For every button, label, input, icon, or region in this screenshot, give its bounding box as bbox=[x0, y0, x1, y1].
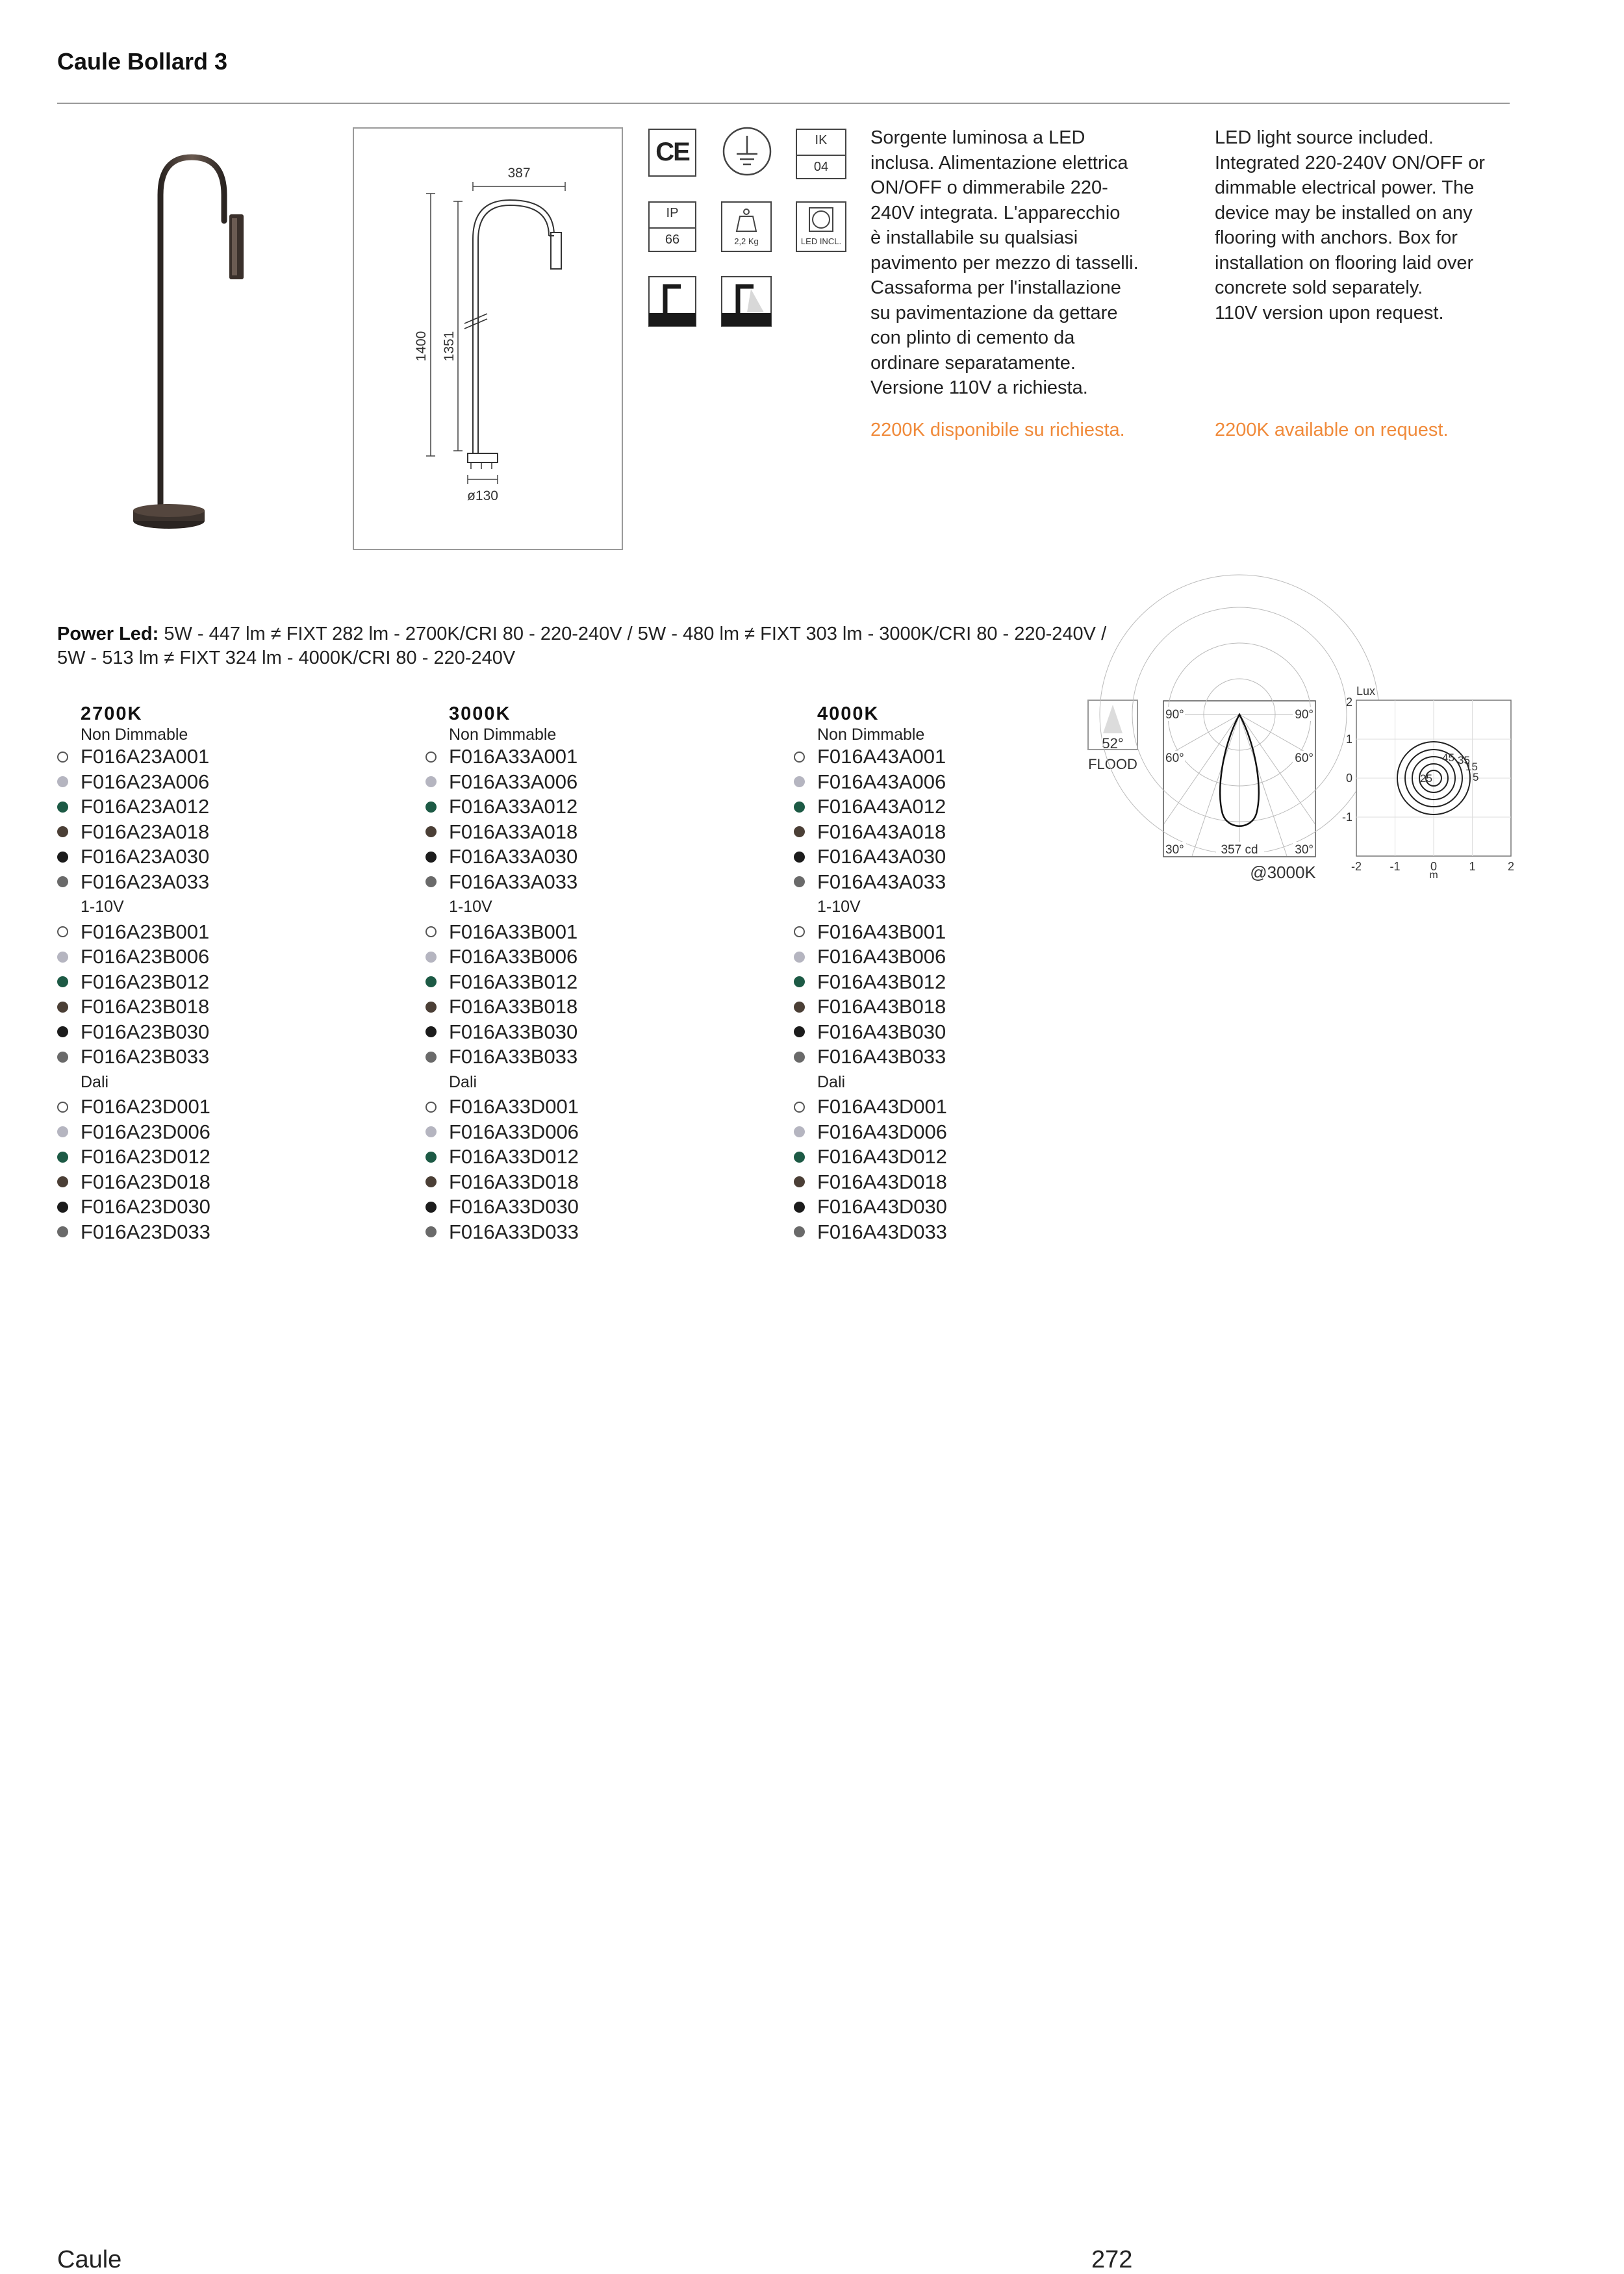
dim-width: 387 bbox=[507, 166, 531, 181]
finish-swatch-icon bbox=[794, 802, 805, 813]
finish-swatch-icon bbox=[57, 1202, 68, 1213]
product-code-row bbox=[57, 1044, 395, 1070]
desc-it-line: ON/OFF o dimmerabile 220- bbox=[870, 177, 1108, 198]
finish-swatch-icon bbox=[57, 1126, 68, 1137]
product-code: F016A33B012 bbox=[449, 970, 578, 993]
product-code-row bbox=[57, 1094, 395, 1120]
product-code: F016A33A012 bbox=[449, 795, 578, 818]
desc-en-line: concrete sold separately. bbox=[1215, 277, 1423, 298]
desc-it-line: ordinare separatamente. bbox=[870, 352, 1076, 373]
header-divider bbox=[57, 103, 1510, 104]
product-code: F016A33D001 bbox=[449, 1095, 579, 1118]
product-code-row bbox=[425, 844, 763, 870]
product-code: F016A23B006 bbox=[81, 945, 210, 968]
power-line-2: 5W - 513 lm ≠ FIXT 324 lm - 4000K/CRI 80 - 220-240V bbox=[57, 648, 516, 668]
desc-en-line: LED light source included. bbox=[1215, 127, 1434, 148]
finish-swatch-icon bbox=[425, 976, 437, 987]
finish-swatch-icon bbox=[57, 1176, 68, 1187]
desc-it-line: su pavimentazione da gettare bbox=[870, 302, 1118, 323]
finish-swatch-icon bbox=[794, 1152, 805, 1163]
product-code: F016A43D018 bbox=[817, 1170, 947, 1193]
product-code: F016A43A030 bbox=[817, 845, 946, 868]
product-code: F016A43B033 bbox=[817, 1045, 946, 1068]
product-code-row bbox=[794, 1094, 1132, 1120]
color-temperature-heading: 4000K bbox=[817, 703, 880, 724]
finish-swatch-icon bbox=[57, 776, 68, 787]
product-code: F016A43B030 bbox=[817, 1020, 946, 1043]
desc-en-line: dimmable electrical power. The bbox=[1215, 177, 1475, 198]
desc-it-line: con plinto di cemento da bbox=[870, 327, 1075, 348]
product-code-row bbox=[794, 1220, 1132, 1245]
product-code-row bbox=[425, 1120, 763, 1145]
finish-swatch-icon bbox=[794, 926, 805, 937]
finish-swatch-icon bbox=[57, 876, 68, 887]
product-code: F016A43A012 bbox=[817, 795, 946, 818]
product-code: F016A43A033 bbox=[817, 870, 946, 893]
product-code: F016A23D033 bbox=[81, 1220, 210, 1243]
product-code-row bbox=[794, 794, 1132, 820]
product-code-row bbox=[57, 1020, 395, 1045]
finish-swatch-icon bbox=[425, 1176, 437, 1187]
finish-swatch-icon bbox=[57, 1026, 68, 1037]
footer-collection: Caule bbox=[57, 2246, 122, 2273]
desc-en-line: device may be installed on any bbox=[1215, 202, 1473, 223]
desc-it-line: inclusa. Alimentazione elettrica bbox=[870, 152, 1128, 173]
product-code: F016A33B033 bbox=[449, 1045, 578, 1068]
product-code-row bbox=[794, 994, 1132, 1020]
product-code-row bbox=[57, 1120, 395, 1145]
led-included-icon: LED INCL. bbox=[796, 201, 846, 252]
desc-en-line: flooring with anchors. Box for bbox=[1215, 227, 1458, 248]
finish-swatch-icon bbox=[425, 826, 437, 837]
finish-swatch-icon bbox=[425, 926, 437, 937]
product-code-row bbox=[57, 820, 395, 845]
product-code: F016A33D033 bbox=[449, 1220, 579, 1243]
product-code-row bbox=[57, 970, 395, 995]
finish-swatch-icon bbox=[57, 802, 68, 813]
product-code-row bbox=[57, 870, 395, 895]
finish-swatch-icon bbox=[425, 1226, 437, 1237]
finish-swatch-icon bbox=[794, 1026, 805, 1037]
product-code: F016A23D006 bbox=[81, 1120, 210, 1143]
product-code: F016A23B033 bbox=[81, 1045, 210, 1068]
lux-x-tick-0: -2 bbox=[1351, 860, 1362, 873]
color-temperature-heading: 2700K bbox=[81, 703, 143, 724]
technical-drawing bbox=[353, 127, 623, 550]
finish-swatch-icon bbox=[794, 1002, 805, 1013]
finish-swatch-icon bbox=[425, 876, 437, 887]
lux-x-tick-1: -1 bbox=[1389, 860, 1401, 873]
product-code-column-4000k bbox=[794, 703, 1132, 1244]
lux-y-tick-1: 1 bbox=[1345, 733, 1352, 746]
product-code: F016A43A018 bbox=[817, 820, 946, 843]
product-code-row bbox=[57, 844, 395, 870]
product-code-row bbox=[425, 944, 763, 970]
description-italian bbox=[870, 125, 1182, 401]
product-code-row bbox=[425, 920, 763, 945]
product-code-row bbox=[794, 820, 1132, 845]
product-code-row bbox=[794, 1044, 1132, 1070]
product-code: F016A23D018 bbox=[81, 1170, 210, 1193]
product-code: F016A23A006 bbox=[81, 770, 210, 793]
control-type-label: Dali bbox=[817, 1072, 846, 1091]
lux-y-tick-2: 0 bbox=[1345, 772, 1352, 785]
finish-swatch-icon bbox=[425, 1126, 437, 1137]
product-code-row bbox=[425, 1220, 763, 1245]
product-code: F016A33A033 bbox=[449, 870, 578, 893]
product-code-row bbox=[794, 870, 1132, 895]
product-code: F016A43B012 bbox=[817, 970, 946, 993]
desc-en-line: 110V version upon request. bbox=[1215, 302, 1444, 323]
finish-swatch-icon bbox=[57, 1152, 68, 1163]
product-code: F016A43D012 bbox=[817, 1145, 947, 1168]
control-type-label: Non Dimmable bbox=[449, 726, 557, 744]
product-code-row bbox=[425, 1194, 763, 1220]
finish-swatch-icon bbox=[425, 1026, 437, 1037]
lux-contour-2: 15 bbox=[1465, 761, 1478, 773]
color-temperature-heading: 3000K bbox=[449, 703, 511, 724]
product-code-column-3000k bbox=[425, 703, 763, 1244]
finish-swatch-icon bbox=[57, 952, 68, 963]
finish-swatch-icon bbox=[794, 1052, 805, 1063]
finish-swatch-icon bbox=[425, 952, 437, 963]
product-code-row bbox=[425, 770, 763, 795]
lux-unit: Lux bbox=[1356, 685, 1376, 698]
product-code: F016A33A030 bbox=[449, 845, 578, 868]
product-code-row bbox=[794, 920, 1132, 945]
finish-swatch-icon bbox=[794, 1102, 805, 1113]
finish-swatch-icon bbox=[425, 802, 437, 813]
product-code: F016A43A001 bbox=[817, 745, 946, 768]
product-code-row bbox=[57, 1220, 395, 1245]
product-code: F016A43B006 bbox=[817, 945, 946, 968]
finish-swatch-icon bbox=[57, 926, 68, 937]
finish-swatch-icon bbox=[794, 1226, 805, 1237]
product-code: F016A33B006 bbox=[449, 945, 578, 968]
beam-type: FLOOD bbox=[1088, 756, 1137, 772]
control-type-label: Dali bbox=[449, 1072, 477, 1091]
power-label: Power Led: bbox=[57, 624, 159, 644]
dim-base-diameter: ø130 bbox=[467, 488, 498, 503]
product-code-row bbox=[794, 770, 1132, 795]
product-code-row bbox=[425, 1144, 763, 1170]
finish-swatch-icon bbox=[425, 776, 437, 787]
finish-swatch-icon bbox=[425, 1152, 437, 1163]
desc-it-line: Cassaforma per l'installazione bbox=[870, 277, 1121, 298]
lux-x-tick-3: 1 bbox=[1469, 860, 1476, 873]
desc-it-line: Versione 110V a richiesta. bbox=[870, 377, 1088, 398]
beam-angle: 52° bbox=[1102, 735, 1124, 752]
product-code-row bbox=[794, 1020, 1132, 1045]
product-code-row bbox=[794, 944, 1132, 970]
ground-install-beam-icon bbox=[721, 276, 772, 327]
finish-swatch-icon bbox=[425, 1002, 437, 1013]
finish-swatch-icon bbox=[794, 852, 805, 863]
product-code-row bbox=[425, 1020, 763, 1045]
product-code: F016A23A033 bbox=[81, 870, 210, 893]
page-number: 272 bbox=[1091, 2246, 1133, 2273]
product-code: F016A33A006 bbox=[449, 770, 578, 793]
finish-swatch-icon bbox=[57, 826, 68, 837]
product-code-row bbox=[794, 970, 1132, 995]
desc-en-line: Integrated 220-240V ON/OFF or bbox=[1215, 152, 1485, 173]
finish-swatch-icon bbox=[57, 976, 68, 987]
product-code-row bbox=[794, 1120, 1132, 1145]
description-english bbox=[1215, 125, 1527, 325]
control-type-label: 1-10V bbox=[449, 898, 492, 916]
product-code: F016A33A001 bbox=[449, 745, 578, 768]
control-type-label: 1-10V bbox=[81, 898, 124, 916]
lux-contour-1: 35 bbox=[1458, 754, 1470, 766]
product-code-row bbox=[425, 870, 763, 895]
product-code: F016A43D033 bbox=[817, 1220, 947, 1243]
product-code-row bbox=[57, 770, 395, 795]
product-code: F016A33B001 bbox=[449, 920, 578, 943]
product-code: F016A33D006 bbox=[449, 1120, 579, 1143]
finish-swatch-icon bbox=[57, 1102, 68, 1113]
control-type-label: Dali bbox=[81, 1072, 109, 1091]
product-code: F016A23D012 bbox=[81, 1145, 210, 1168]
finish-swatch-icon bbox=[57, 852, 68, 863]
finish-swatch-icon bbox=[794, 876, 805, 887]
product-code-row bbox=[57, 744, 395, 770]
polar-label-ml: 60° bbox=[1165, 752, 1184, 765]
product-code: F016A33B018 bbox=[449, 995, 578, 1018]
finish-swatch-icon bbox=[794, 1202, 805, 1213]
dim-total-height: 1400 bbox=[414, 331, 429, 362]
product-code-row bbox=[425, 970, 763, 995]
polar-intensity: 357 cd bbox=[1221, 843, 1258, 857]
power-led-spec bbox=[57, 622, 1486, 670]
finish-swatch-icon bbox=[794, 976, 805, 987]
power-line-1: 5W - 447 lm ≠ FIXT 282 lm - 2700K/CRI 80 - 220-240V / 5W - 480 lm ≠ FIXT 303 lm - 3000K/CRI 80 - 220-240V / bbox=[159, 624, 1107, 644]
finish-swatch-icon bbox=[425, 852, 437, 863]
polar-label-bl: 30° bbox=[1165, 843, 1184, 857]
product-code: F016A23A001 bbox=[81, 745, 210, 768]
product-code-row bbox=[57, 794, 395, 820]
product-code-row bbox=[425, 994, 763, 1020]
product-code-row bbox=[57, 1170, 395, 1195]
weight-icon: 2,2 Kg bbox=[721, 201, 772, 252]
product-code-row bbox=[425, 1170, 763, 1195]
polar-label-tr: 90° bbox=[1295, 708, 1313, 722]
control-type-label: 1-10V bbox=[817, 898, 861, 916]
finish-swatch-icon bbox=[425, 1202, 437, 1213]
desc-it-line: Sorgente luminosa a LED bbox=[870, 127, 1085, 148]
earth-ground-icon bbox=[721, 125, 773, 177]
product-code: F016A43D006 bbox=[817, 1120, 947, 1143]
note-english: 2200K available on request. bbox=[1215, 420, 1449, 440]
ip-rating-badge: IP 66 bbox=[648, 201, 696, 252]
lux-x-unit: m bbox=[1429, 870, 1438, 881]
page-title: Caule Bollard 3 bbox=[57, 48, 228, 75]
product-code: F016A43B001 bbox=[817, 920, 946, 943]
product-code: F016A23A018 bbox=[81, 820, 210, 843]
polar-photometric-diagram bbox=[1163, 700, 1316, 861]
polar-label-tl: 90° bbox=[1165, 708, 1184, 722]
product-code: F016A23D030 bbox=[81, 1195, 210, 1218]
product-photo bbox=[130, 149, 260, 539]
lux-isoline-diagram bbox=[1338, 683, 1514, 881]
product-code: F016A23B001 bbox=[81, 920, 210, 943]
product-code-row bbox=[57, 994, 395, 1020]
finish-swatch-icon bbox=[425, 1102, 437, 1113]
product-code-row bbox=[57, 944, 395, 970]
finish-swatch-icon bbox=[57, 752, 68, 763]
product-code-row bbox=[794, 1144, 1132, 1170]
product-code: F016A23B030 bbox=[81, 1020, 210, 1043]
finish-swatch-icon bbox=[794, 1176, 805, 1187]
product-code: F016A43B018 bbox=[817, 995, 946, 1018]
product-code-row bbox=[57, 1144, 395, 1170]
lux-y-tick-3: -1 bbox=[1341, 811, 1352, 824]
product-code-row bbox=[425, 794, 763, 820]
lux-y-tick-0: 2 bbox=[1345, 696, 1352, 709]
product-code: F016A23A030 bbox=[81, 845, 210, 868]
control-type-label: Non Dimmable bbox=[817, 726, 925, 744]
product-code: F016A33B030 bbox=[449, 1020, 578, 1043]
product-code: F016A23B018 bbox=[81, 995, 210, 1018]
product-code-row bbox=[794, 844, 1132, 870]
product-code-row bbox=[57, 1194, 395, 1220]
desc-it-line: è installabile su qualsiasi bbox=[870, 227, 1078, 248]
product-code-row bbox=[794, 1194, 1132, 1220]
product-code: F016A43A006 bbox=[817, 770, 946, 793]
finish-swatch-icon bbox=[794, 826, 805, 837]
product-code: F016A33D030 bbox=[449, 1195, 579, 1218]
finish-swatch-icon bbox=[425, 1052, 437, 1063]
polar-caption: @3000K bbox=[1250, 863, 1316, 882]
polar-label-mr: 60° bbox=[1295, 752, 1313, 765]
product-code-row bbox=[794, 1170, 1132, 1195]
lux-x-tick-2: 0 bbox=[1430, 860, 1438, 873]
lux-contour-0: 45 bbox=[1442, 752, 1454, 764]
product-code: F016A43D030 bbox=[817, 1195, 947, 1218]
desc-it-line: pavimento per mezzo di tasselli. bbox=[870, 252, 1139, 273]
finish-swatch-icon bbox=[425, 752, 437, 763]
product-code: F016A23B012 bbox=[81, 970, 210, 993]
product-code-row bbox=[425, 820, 763, 845]
dim-pole-height: 1351 bbox=[442, 331, 457, 362]
finish-swatch-icon bbox=[57, 1226, 68, 1237]
product-code-row bbox=[425, 744, 763, 770]
product-code-column-2700k bbox=[57, 703, 395, 1244]
polar-label-br: 30° bbox=[1295, 843, 1313, 857]
product-code-row bbox=[425, 1094, 763, 1120]
finish-swatch-icon bbox=[794, 776, 805, 787]
product-code: F016A23D001 bbox=[81, 1095, 210, 1118]
finish-swatch-icon bbox=[57, 1002, 68, 1013]
desc-en-line: installation on flooring laid over bbox=[1215, 252, 1474, 273]
lux-contour-3: 5 bbox=[1473, 771, 1479, 783]
finish-swatch-icon bbox=[794, 952, 805, 963]
finish-swatch-icon bbox=[794, 1126, 805, 1137]
product-code-row bbox=[425, 1044, 763, 1070]
lux-contour-4: 25 bbox=[1420, 772, 1432, 785]
product-code: F016A43D001 bbox=[817, 1095, 947, 1118]
product-code: F016A33D012 bbox=[449, 1145, 579, 1168]
product-code-row bbox=[57, 920, 395, 945]
product-code: F016A33A018 bbox=[449, 820, 578, 843]
finish-swatch-icon bbox=[794, 752, 805, 763]
lux-x-tick-4: 2 bbox=[1507, 860, 1515, 873]
product-code: F016A23A012 bbox=[81, 795, 210, 818]
note-italian: 2200K disponibile su richiesta. bbox=[870, 420, 1125, 440]
ik-rating-badge: IK 04 bbox=[796, 129, 846, 179]
finish-swatch-icon bbox=[57, 1052, 68, 1063]
control-type-label: Non Dimmable bbox=[81, 726, 188, 744]
ground-install-icon bbox=[648, 276, 696, 327]
product-code: F016A33D018 bbox=[449, 1170, 579, 1193]
desc-it-line: 240V integrata. L'apparecchio bbox=[870, 202, 1121, 223]
ce-mark-icon: CE bbox=[648, 129, 696, 177]
